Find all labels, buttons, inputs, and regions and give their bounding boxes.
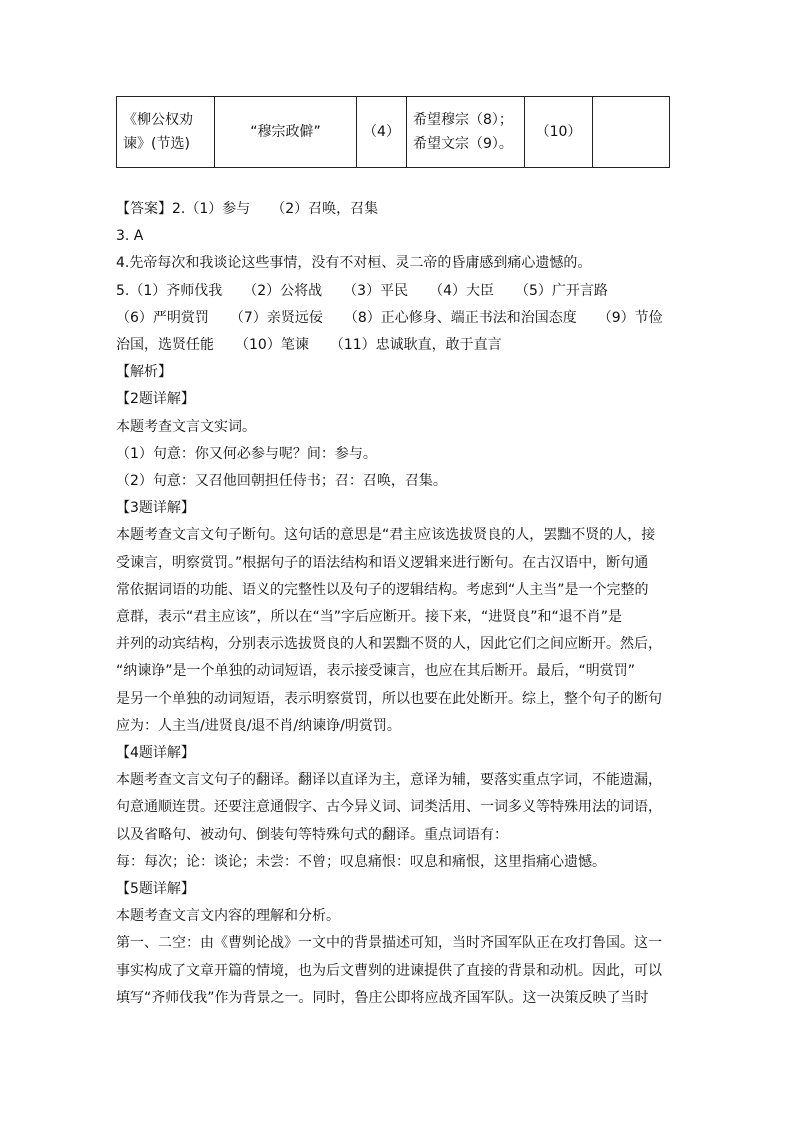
answer-q5-line2: （6）严明赏罚 （7）亲贤远佞 （8）正心修身、端正书法和治国态度 （9）节俭 [116, 309, 663, 326]
q3-line: 意群，表示“君主应该”，所以在“当”字后应断开。接下来，“进贤良”和“退不肖”是 [116, 609, 623, 626]
q4-line: 以及省略句、被动句、倒装句等特殊句式的翻译。重点词语有： [116, 826, 508, 843]
answer-q3: 3. A [116, 228, 144, 245]
answer-q4: 4.先帝每次和我谈论这些事情，没有不对桓、灵二帝的昏庸感到痛心遗憾的。 [116, 255, 592, 272]
q3-line: 并列的动宾结构，分别表示选拔贤良的人和罢黜不贤的人，因此它们之间应断开。然后， [116, 636, 662, 653]
table-cell-hopes: 希望穆宗（8）； 希望文宗（9）。 [407, 97, 525, 168]
table-cell-blank-10: （10） [525, 97, 593, 168]
q3-line: 常依据词语的功能、语义的完整性以及句子的逻辑结构。考虑到“人主当”是一个完整的 [116, 581, 649, 598]
q3-line: 是另一个单独的动词短语，表示明察赏罚，所以也要在此处断开。综上，整个句子的断句 [116, 690, 662, 707]
q5-line: 事实构成了文章开篇的情境，也为后文曹刿的进谏提供了直接的背景和动机。因此，可以 [116, 962, 662, 979]
q3-line: 本题考查文言文句子断句。这句话的意思是“君主应该选拔贤良的人，罢黜不贤的人，接 [116, 527, 656, 544]
table-cell-empty [593, 97, 670, 168]
q3-heading: 【3题详解】 [116, 500, 195, 517]
q5-heading: 【5题详解】 [116, 881, 195, 898]
q3-line: 受谏言，明察赏罚。”根据句子的语法结构和语义逻辑来进行断句。在古汉语中，断句通 [116, 554, 649, 571]
reference-table [116, 96, 670, 168]
q2-heading: 【2题详解】 [116, 391, 195, 408]
answer-q5-line3: 治国，选贤任能 （10）笔谏 （11）忠诚耿直，敢于直言 [116, 337, 502, 354]
table-cell-blank-4: （4） [357, 97, 407, 168]
answer-q5-line1: 5.（1）齐师伐我 （2）公将战 （3）平民 （4）大臣 （5）广开言路 [116, 282, 608, 299]
q5-line: 本题考查文言文内容的理解和分析。 [116, 908, 340, 925]
table-row [117, 97, 670, 168]
table-cell-event: “穆宗政僻” [215, 97, 357, 168]
q4-line: 每：每次；论：谈论；未尝：不曾；叹息痛恨：叹息和痛恨，这里指痛心遗憾。 [116, 853, 606, 870]
q5-line: 填写“齐师伐我”作为背景之一。同时，鲁庄公即将应战齐国军队。这一决策反映了当时 [116, 989, 649, 1006]
table-cell-title: 《柳公权劝 谏》(节选) [117, 97, 215, 168]
q4-heading: 【4题详解】 [116, 745, 195, 762]
q5-line: 第一、二空：由《曹刿论战》一文中的背景描述可知，当时齐国军队正在攻打鲁国。这一 [116, 935, 662, 952]
q4-line: 句意通顺连贯。还要注意通假字、古今异义词、词类活用、一词多义等特殊用法的词语， [116, 799, 662, 816]
q2-item2: （2）句意：又召他回朝担任侍书；召：召唤，召集。 [116, 473, 447, 490]
answer-section [116, 196, 676, 1012]
q2-item1: （1）句意：你又何必参与呢？间：参与。 [116, 445, 377, 462]
answer-q2: 【答案】2.（1）参与 （2）召唤，召集 [116, 201, 379, 217]
q3-line: “纳谏诤”是一个单独的动词短语，表示接受谏言，也应在其后断开。最后，“明赏罚” [116, 663, 636, 680]
analysis-heading: 【解析】 [116, 364, 172, 381]
q3-line: 应为：人主当/进贤良/退不肖/纳谏诤/明赏罚。 [116, 717, 401, 734]
q2-intro: 本题考查文言文实词。 [116, 418, 256, 435]
q4-line: 本题考查文言文句子的翻译。翻译以直译为主，意译为辅，要落实重点字词，不能遗漏， [116, 772, 662, 789]
